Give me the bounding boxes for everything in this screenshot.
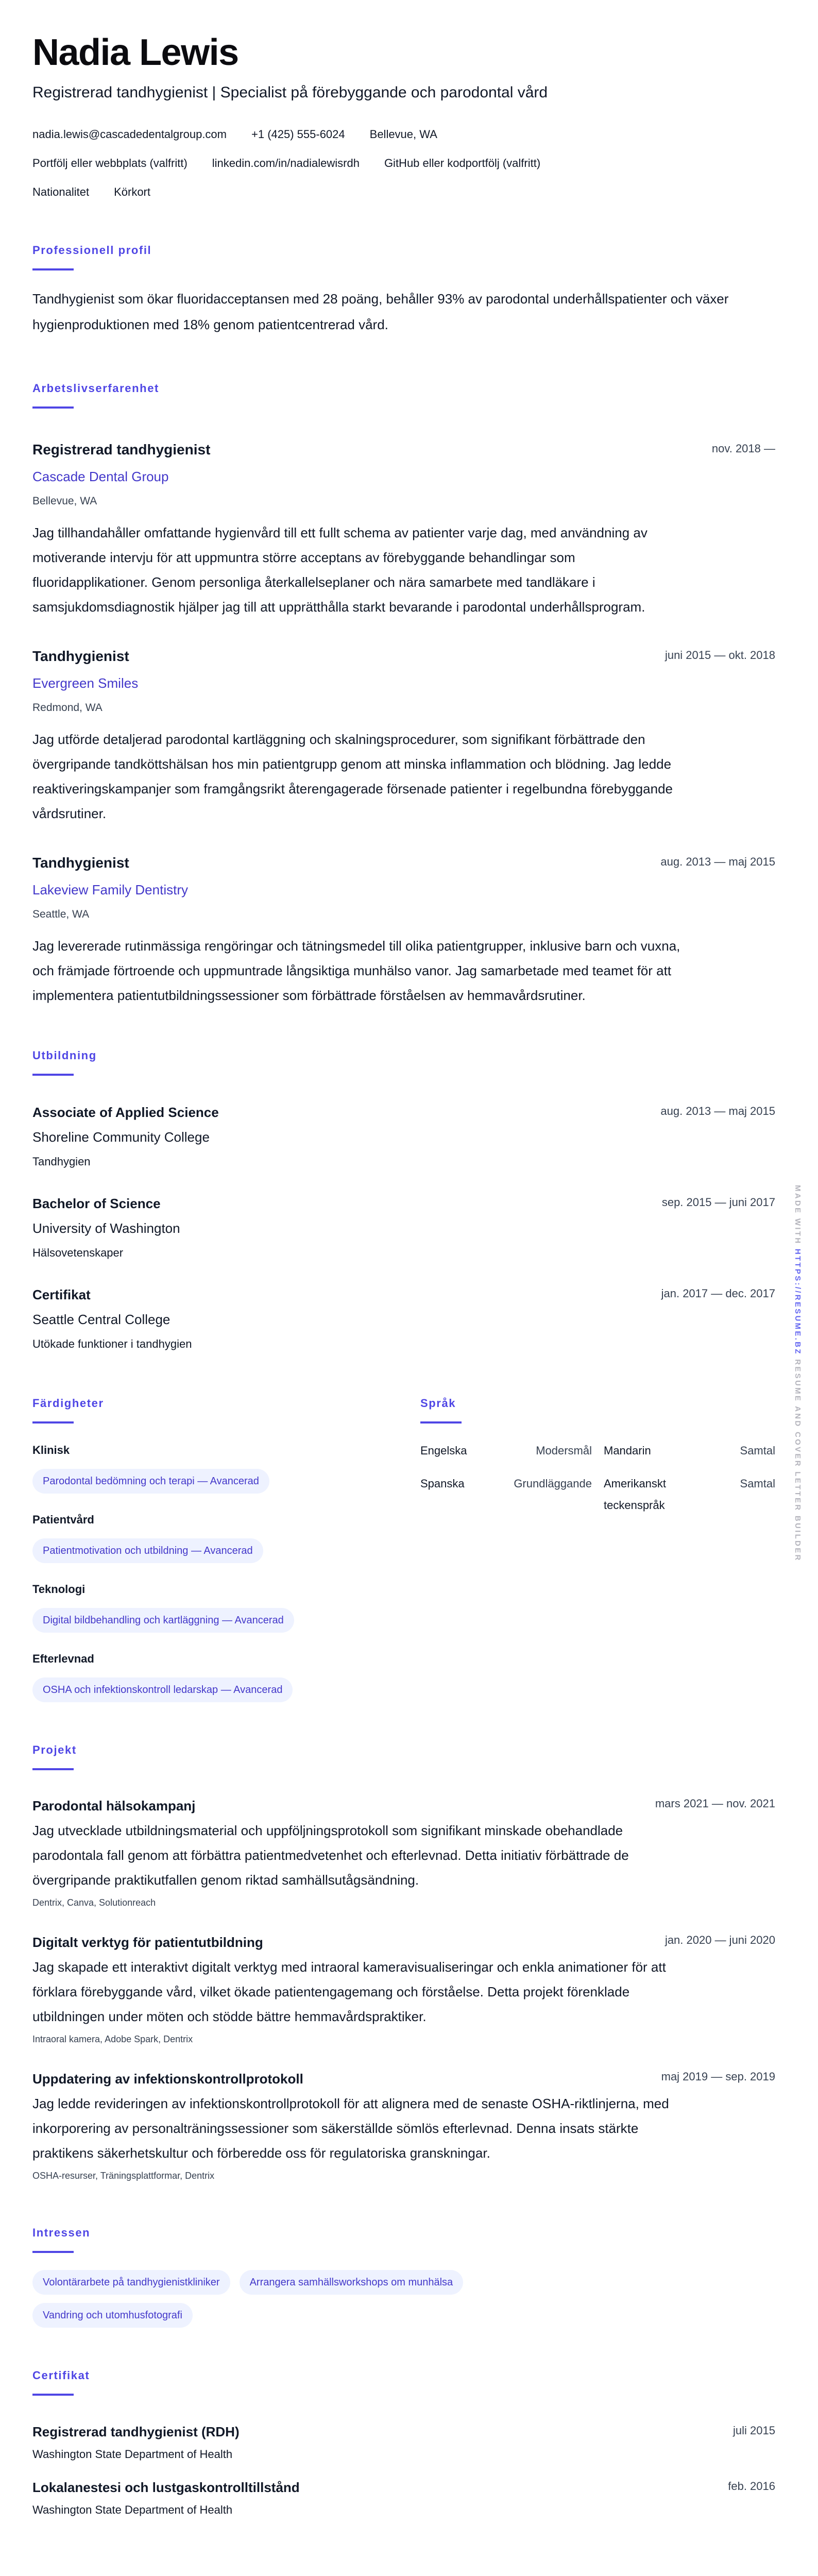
project-title: Uppdatering av infektionskontrollprotokoll bbox=[32, 2071, 303, 2087]
resume-page bbox=[32, 32, 775, 2521]
job-entry bbox=[32, 850, 775, 1008]
education-dates: sep. 2015 — juni 2017 bbox=[661, 1196, 775, 1209]
contact-item[interactable]: Körkort bbox=[114, 185, 150, 198]
job-dates: nov. 2018 — bbox=[711, 442, 775, 455]
projects-section bbox=[32, 1742, 775, 2186]
section-underline bbox=[32, 1074, 74, 1076]
skill-category bbox=[32, 1440, 420, 1494]
skill-category-name: Teknologi bbox=[32, 1583, 86, 1596]
interests-section bbox=[32, 2225, 775, 2328]
job-title: Tandhygienist bbox=[32, 648, 129, 664]
skill-category bbox=[32, 1579, 420, 1633]
language-item bbox=[604, 1440, 775, 1462]
skill-chip-row bbox=[32, 1608, 420, 1633]
company-name: Cascade Dental Group bbox=[32, 469, 169, 484]
certificate-entry bbox=[32, 2420, 775, 2466]
education-dates: jan. 2017 — dec. 2017 bbox=[661, 1287, 775, 1300]
job-description: Jag utförde detaljerad parodontal kartläggning och skalningsprocedurer, som signifikant förbättrade den övergripande tandköttshälsan hos min patientgrupp genom att minska inflammation och blödning. Jag ledde reaktiveringskampanjer som framgångsrikt återengagerade försenade patienter i regelbundna förebyggande vårdsrutiner. bbox=[32, 732, 673, 821]
certificate-entry bbox=[32, 2476, 775, 2521]
contact-list bbox=[32, 120, 775, 207]
project-title: Digitalt verktyg för patientutbildning bbox=[32, 1935, 263, 1950]
skill-category-name: Klinisk bbox=[32, 1444, 70, 1456]
section-underline bbox=[32, 1421, 74, 1423]
language-name: Amerikanskt teckenspråk bbox=[604, 1477, 667, 1512]
certificate-date: juli 2015 bbox=[733, 2424, 775, 2437]
school-name: Shoreline Community College bbox=[32, 1129, 210, 1145]
job-location: Bellevue, WA bbox=[32, 495, 97, 507]
skill-chip: OSHA och infektionskontroll ledarskap — Avancerad bbox=[32, 1677, 293, 1702]
project-dates: jan. 2020 — juni 2020 bbox=[664, 1934, 775, 1946]
project-description: Jag utvecklade utbildningsmaterial och uppföljningsprotokoll som signifikant minskade obehandlade parodontala fall genom att förbättra patientmedvetenhet och efterlevnad. Detta initiativ förbättrade de övergripande praktikutfallen genom riktad samhällsutågsändning. bbox=[32, 1823, 629, 1888]
section-heading: Språk bbox=[420, 1397, 456, 1410]
certificate-title: Registrerad tandhygienist (RDH) bbox=[32, 2424, 240, 2439]
section-heading: Utbildning bbox=[32, 1049, 97, 1062]
skill-chip-row bbox=[32, 1469, 420, 1494]
language-level: Modersmål bbox=[536, 1444, 592, 1457]
watermark-link[interactable]: HTTPS://RESUME.BZ bbox=[793, 1248, 802, 1355]
job-entry bbox=[32, 436, 775, 619]
contact-item[interactable]: GitHub eller kodportfölj (valfritt) bbox=[384, 157, 541, 170]
project-dates: maj 2019 — sep. 2019 bbox=[661, 2070, 775, 2083]
project-title: Parodontal hälsokampanj bbox=[32, 1798, 196, 1814]
job-entry bbox=[32, 643, 775, 826]
project-entry bbox=[32, 1930, 775, 2049]
certificate-title: Lokalanestesi och lustgaskontrolltillstånd bbox=[32, 2480, 300, 2495]
interest-chip: Vandring och utomhusfotografi bbox=[32, 2303, 193, 2328]
company-name: Lakeview Family Dentistry bbox=[32, 882, 188, 897]
certificates-section bbox=[32, 2368, 775, 2521]
degree: Certifikat bbox=[32, 1287, 91, 1302]
watermark bbox=[793, 1185, 802, 1562]
contact-row bbox=[32, 178, 775, 207]
watermark-prefix: MADE WITH bbox=[793, 1185, 802, 1245]
field-of-study: Hälsovetenskaper bbox=[32, 1246, 124, 1259]
contact-item[interactable]: +1 (425) 555-6024 bbox=[251, 128, 345, 141]
skill-chip-row bbox=[32, 1538, 420, 1563]
skill-category bbox=[32, 1649, 420, 1702]
job-dates: juni 2015 — okt. 2018 bbox=[664, 649, 775, 662]
section-underline bbox=[32, 268, 74, 270]
contact-item[interactable]: nadia.lewis@cascadedentalgroup.com bbox=[32, 128, 227, 141]
certificate-date: feb. 2016 bbox=[728, 2480, 775, 2493]
skill-category-name: Efterlevnad bbox=[32, 1652, 94, 1665]
job-description: Jag tillhandahåller omfattande hygienvård till ett fullt schema av patienter varje dag, med användning av motiverande intervju för att uppmuntra större acceptans av förebyggande behandlingar som fluoridapplikationer. Genom personliga återkallelseplaner och nära samarbete med tandläkare i samsjukdomsdiagnostik hjälper jag till att upprätthålla starkt bevarande i parodontal underhållsprogram. bbox=[32, 525, 647, 615]
section-heading: Intressen bbox=[32, 2226, 91, 2239]
section-heading: Arbetslivserfarenhet bbox=[32, 382, 159, 395]
education-entry bbox=[32, 1191, 775, 1265]
contact-row bbox=[32, 120, 775, 149]
skill-category bbox=[32, 1510, 420, 1563]
skill-chip: Parodontal bedömning och terapi — Avancerad bbox=[32, 1469, 269, 1494]
degree: Bachelor of Science bbox=[32, 1196, 161, 1211]
skill-category-name: Patientvård bbox=[32, 1513, 94, 1526]
education-section bbox=[32, 1048, 775, 1357]
section-underline bbox=[420, 1421, 462, 1423]
language-name: Mandarin bbox=[604, 1444, 651, 1457]
profile-section bbox=[32, 243, 775, 337]
project-entry bbox=[32, 1793, 775, 1913]
language-level: Samtal bbox=[740, 1477, 775, 1490]
job-dates: aug. 2013 — maj 2015 bbox=[660, 855, 775, 868]
section-underline bbox=[32, 2251, 74, 2253]
company-name: Evergreen Smiles bbox=[32, 675, 139, 691]
skill-chip: Patientmotivation och utbildning — Avancerad bbox=[32, 1538, 263, 1563]
language-item bbox=[604, 1473, 775, 1516]
job-description: Jag levererade rutinmässiga rengöringar och tätningsmedel till olika patientgrupper, inklusive barn och vuxna, och främjade förtroende och uppmuntrade långsiktiga munhälso vanor. Jag samarbetade med teamet för att implementera patientutbildningssessioner som förbättrade förståelsen av hemmavårdsrutiner. bbox=[32, 938, 680, 1003]
field-of-study: Utökade funktioner i tandhygien bbox=[32, 1337, 192, 1350]
contact-item[interactable]: linkedin.com/in/nadialewisrdh bbox=[212, 157, 360, 170]
project-dates: mars 2021 — nov. 2021 bbox=[655, 1797, 775, 1810]
language-item bbox=[420, 1473, 592, 1516]
job-title: Registrerad tandhygienist bbox=[32, 442, 211, 457]
language-name: Spanska bbox=[420, 1477, 465, 1490]
candidate-name: Nadia Lewis bbox=[32, 32, 238, 73]
job-location: Redmond, WA bbox=[32, 702, 103, 714]
field-of-study: Tandhygien bbox=[32, 1155, 91, 1168]
education-entry bbox=[32, 1282, 775, 1357]
skill-chip: Digital bildbehandling och kartläggning — Avancerad bbox=[32, 1608, 294, 1633]
language-level: Grundläggande bbox=[514, 1477, 592, 1490]
skill-chip-row bbox=[32, 1677, 420, 1702]
certificate-issuer: Washington State Department of Health bbox=[32, 2448, 233, 2461]
job-title: Tandhygienist bbox=[32, 855, 129, 871]
section-heading: Färdigheter bbox=[32, 1397, 104, 1410]
school-name: University of Washington bbox=[32, 1221, 180, 1236]
headline: Registrerad tandhygienist | Specialist på förebyggande och parodontal vård bbox=[32, 84, 548, 101]
interest-chip: Arrangera samhällsworkshops om munhälsa bbox=[240, 2270, 464, 2295]
languages-section bbox=[420, 1396, 775, 1702]
contact-item[interactable]: Nationalitet bbox=[32, 185, 90, 198]
school-name: Seattle Central College bbox=[32, 1312, 171, 1327]
degree: Associate of Applied Science bbox=[32, 1105, 219, 1120]
project-description: Jag ledde revideringen av infektionskontrollprotokoll för att alignera med de senaste OSHA-riktlinjerna, med inkorporering av personalträningssessioner som säkerställde sömlös efterlevnad. Denna insats stärkte praktikens säkerhetskultur och förberedde oss för regulatoriska granskningar. bbox=[32, 2096, 669, 2161]
skills-section bbox=[32, 1396, 420, 1702]
education-entry bbox=[32, 1100, 775, 1174]
language-level: Samtal bbox=[740, 1444, 775, 1457]
section-underline bbox=[32, 2394, 74, 2396]
experience-section bbox=[32, 381, 775, 1008]
interest-chip: Volontärarbete på tandhygienistkliniker bbox=[32, 2270, 230, 2295]
project-tech: Intraoral kamera, Adobe Spark, Dentrix bbox=[32, 2034, 193, 2044]
education-dates: aug. 2013 — maj 2015 bbox=[660, 1105, 775, 1117]
contact-row bbox=[32, 149, 775, 178]
language-item bbox=[420, 1440, 592, 1462]
project-description: Jag skapade ett interaktivt digitalt verktyg med intraoral kameravisualiseringar och enkla animationer för att förklara förebyggande vård, vilket ökade patientengagemang och förståelse. Detta projekt förenklade utbildningen under möten och stödde bättre hemmavårdspraktiker. bbox=[32, 1959, 666, 2024]
section-heading: Projekt bbox=[32, 1743, 77, 1756]
section-underline bbox=[32, 406, 74, 409]
resume-header bbox=[32, 32, 775, 207]
profile-text: Tandhygienist som ökar fluoridacceptansen med 28 poäng, behåller 93% av parodontal underhållspatienter och växer hygienproduktionen med 18% genom patientcentrerad vård. bbox=[32, 291, 729, 332]
job-location: Seattle, WA bbox=[32, 908, 90, 920]
certificate-issuer: Washington State Department of Health bbox=[32, 2503, 233, 2516]
contact-item[interactable]: Bellevue, WA bbox=[369, 128, 437, 141]
section-underline bbox=[32, 1768, 74, 1770]
project-entry bbox=[32, 2066, 775, 2186]
language-name: Engelska bbox=[420, 1444, 467, 1457]
section-heading: Certifikat bbox=[32, 2369, 90, 2382]
section-heading: Professionell profil bbox=[32, 244, 152, 257]
watermark-suffix: RESUME AND COVER LETTER BUILDER bbox=[793, 1359, 802, 1562]
project-tech: OSHA-resurser, Träningsplattformar, Dentrix bbox=[32, 2171, 215, 2181]
project-tech: Dentrix, Canva, Solutionreach bbox=[32, 1897, 156, 1908]
contact-item[interactable]: Portfölj eller webbplats (valfritt) bbox=[32, 157, 188, 170]
